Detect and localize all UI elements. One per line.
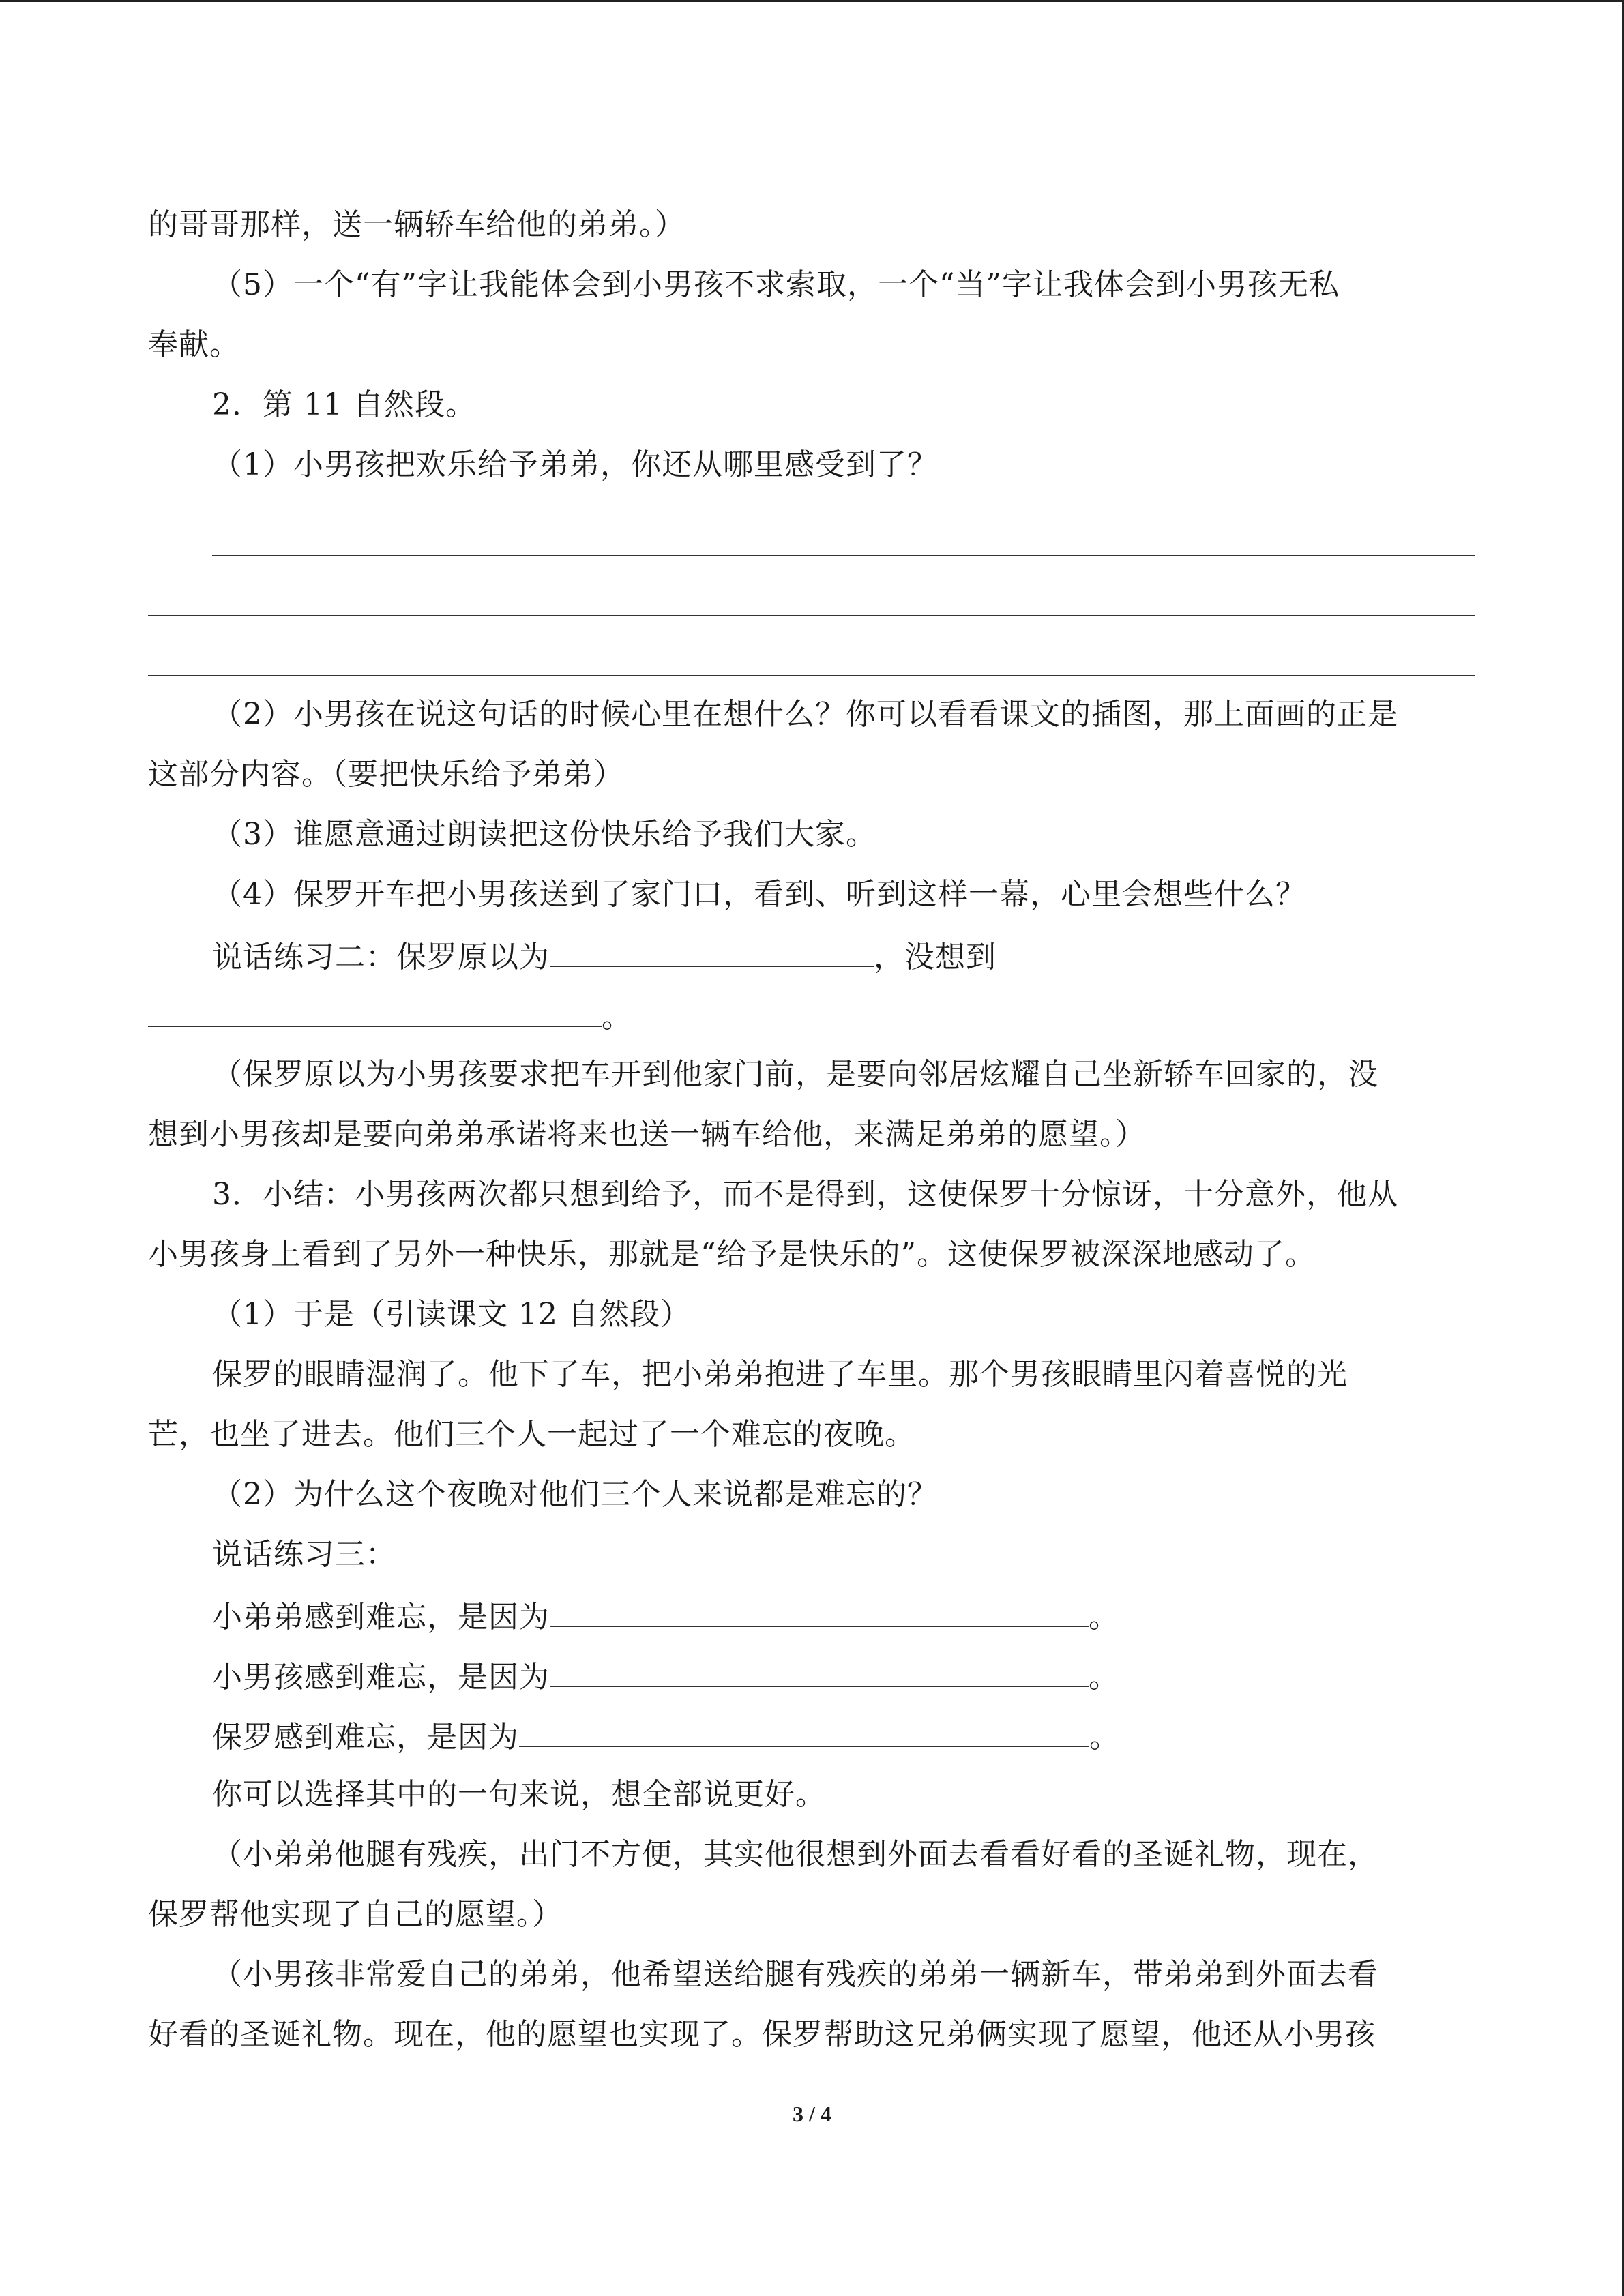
summary-line: 小男孩身上看到了另外一种快乐，那就是“给予是快乐的”。这使保罗被深深地感动了。: [148, 1237, 1316, 1272]
exercise-end: 。: [1089, 1600, 1119, 1635]
quote-line: 保罗的眼睛湿润了。他下了车，把小弟弟抱进了车里。那个男孩眼睛里闪着喜悦的光: [212, 1357, 1348, 1392]
text-line: （5）一个“有”字让我能体会到小男孩不求索取，一个“当”字让我体会到小男孩无私: [212, 267, 1340, 302]
text-line: 你可以选择其中的一句来说，想全部说更好。: [212, 1777, 826, 1812]
exercise-end: 。: [1089, 1660, 1119, 1695]
answer-line: [212, 555, 1475, 556]
speaking-exercise-2: [212, 934, 996, 978]
exercise-end: 。: [602, 1000, 632, 1034]
exercise-3-paul: [212, 1714, 1120, 1758]
quote-line: 芒，也坐了进去。他们三个人一起过了一个难忘的夜晚。: [148, 1417, 915, 1452]
exercise-end: 。: [1089, 1720, 1120, 1755]
answer-text: 想到小男孩却是要向弟弟承诺将来也送一辆车给他，来满足弟弟的愿望。）: [148, 1117, 1146, 1152]
page-number: 3 / 4: [793, 2102, 831, 2126]
fill-blank: [550, 1654, 1089, 1687]
answer-line: [148, 675, 1475, 676]
exercise-prefix: 说话练习二：保罗原以为: [212, 940, 550, 974]
fill-blank: [148, 994, 602, 1027]
text-line: （1）于是（引读课文 12 自然段）: [212, 1297, 691, 1332]
answer-line: [148, 615, 1475, 616]
question-line: （3）谁愿意通过朗读把这份快乐给予我们大家。: [212, 817, 876, 852]
text-line: 这部分内容。（要把快乐给予弟弟）: [148, 757, 624, 792]
question-line: （4）保罗开车把小男孩送到了家门口，看到、听到这样一幕，心里会想些什么？: [212, 877, 1306, 912]
exercise-prefix: 小弟弟感到难忘，是因为: [212, 1600, 550, 1635]
fill-blank: [550, 1594, 1089, 1627]
text-line: 的哥哥那样，送一辆轿车给他的弟弟。）: [148, 207, 685, 242]
exercise-prefix: 小男孩感到难忘，是因为: [212, 1660, 550, 1695]
section-heading: 2．第 11 自然段。: [212, 387, 476, 422]
summary-line: 3．小结：小男孩两次都只想到给予，而不是得到，这使保罗十分惊讶，十分意外，他从: [212, 1177, 1398, 1212]
speaking-exercise-2-cont: [148, 994, 632, 1038]
answer-text: 好看的圣诞礼物。现在，他的愿望也实现了。保罗帮助这兄弟俩实现了愿望，他还从小男孩: [148, 2017, 1376, 2052]
answer-text: （小男孩非常爱自己的弟弟，他希望送给腿有残疾的弟弟一辆新车，带弟弟到外面去看: [212, 1957, 1378, 1992]
question-line: （1）小男孩把欢乐给予弟弟，你还从哪里感受到了？: [212, 447, 938, 482]
exercise-3-brother: [212, 1594, 1119, 1638]
text-line: 奉献。: [148, 327, 240, 362]
answer-text: （小弟弟他腿有残疾，出门不方便，其实他很想到外面去看看好看的圣诞礼物，现在，: [212, 1837, 1378, 1872]
fill-blank: [550, 934, 874, 967]
question-line: （2）小男孩在说这句话的时候心里在想什么？你可以看看课文的插图，那上面画的正是: [212, 697, 1398, 732]
exercise-3-boy: [212, 1654, 1119, 1698]
exercise-middle: ，没想到: [874, 940, 996, 974]
exercise-prefix: 保罗感到难忘，是因为: [212, 1720, 519, 1755]
answer-text: 保罗帮他实现了自己的愿望。）: [148, 1897, 563, 1932]
answer-text: （保罗原以为小男孩要求把车开到他家门前，是要向邻居炫耀自己坐新轿车回家的，没: [212, 1057, 1378, 1092]
exercise-heading: 说话练习三：: [212, 1537, 396, 1572]
question-line: （2）为什么这个夜晚对他们三个人来说都是难忘的？: [212, 1477, 938, 1512]
fill-blank: [519, 1714, 1089, 1747]
